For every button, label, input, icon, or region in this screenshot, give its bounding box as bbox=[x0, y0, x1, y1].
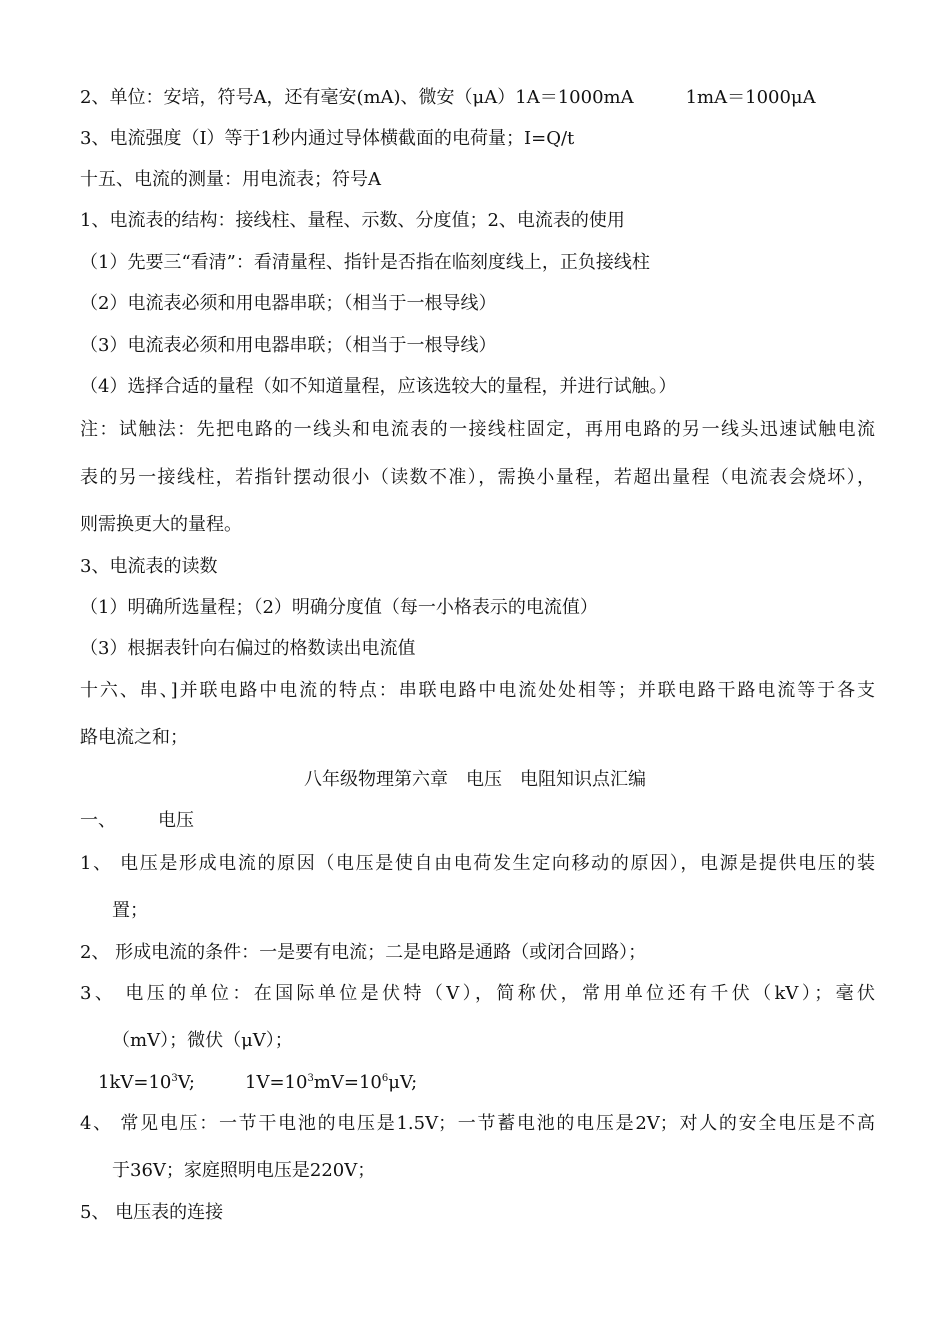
item-voltage-unit-cont: （mV）；微伏（μV）； bbox=[112, 1030, 293, 1051]
line-ammeter-step-3: （3）电流表必须和用电器串联；（相当于一根导线） bbox=[80, 335, 497, 356]
line-trial-touch-3: 则需换更大的量程。 bbox=[80, 514, 242, 535]
line-trial-touch-1: 注：试触法：先把电路的一线头和电流表的一接线柱固定，再用电路的另一线头迅速试触电流 bbox=[80, 419, 875, 440]
formula-v: $1V=10^3mV=10^6\mu V$; bbox=[245, 1072, 418, 1093]
heading-current-measurement: 十五、电流的测量：用电流表；符号A bbox=[80, 169, 381, 190]
text-current-unit: 2、单位：安培，符号A，还有毫安(mA)、微安（μA）1A＝1000mA bbox=[80, 87, 634, 108]
item-voltage-cause: 1、 电压是形成电流的原因（电压是使自由电荷发生定向移动的原因），电源是提供电压的装 bbox=[80, 853, 875, 874]
line-circuit-current-1: 十六、串、]并联电路中电流的特点：串联电路中电流处处相等；并联电路干路电流等于各支 bbox=[80, 680, 875, 701]
line-ammeter-step-2: （2）电流表必须和用电器串联；（相当于一根导线） bbox=[80, 293, 497, 314]
line-ammeter-step-1: （1）先要三“看清”：看清量程、指针是否指在临刻度线上，正负接线柱 bbox=[80, 252, 650, 273]
item-voltage-unit: 3、 电压的单位：在国际单位是伏特（V），简称伏，常用单位还有千伏（kV）；毫伏 bbox=[80, 983, 875, 1004]
line-reading-step-1: （1）明确所选量程；（2）明确分度值（每一小格表示的电流值） bbox=[80, 597, 598, 618]
item-voltmeter-connection: 5、 电压表的连接 bbox=[80, 1202, 224, 1223]
item-common-voltage-cont: 于36V；家庭照明电压是220V； bbox=[112, 1160, 376, 1181]
section-title: 电压 bbox=[158, 810, 194, 831]
line-current-unit bbox=[80, 86, 816, 110]
item-current-condition: 2、 形成电流的条件：一是要有电流；二是电路是通路（或闭合回路）； bbox=[80, 942, 647, 963]
line-circuit-current-2: 路电流之和； bbox=[80, 727, 188, 748]
section-number: 一、 bbox=[80, 810, 116, 831]
line-reading-step-3: （3）根据表针向右偏过的格数读出电流值 bbox=[80, 638, 416, 659]
item-common-voltage: 4、 常见电压：一节干电池的电压是1.5V；一节蓄电池的电压是2V；对人的安全电压是不高 bbox=[80, 1113, 875, 1134]
formula-line bbox=[98, 1071, 417, 1095]
chapter-title: 八年级物理第六章 电压 电阻知识点汇编 bbox=[304, 769, 646, 790]
heading-ammeter-reading: 3、电流表的读数 bbox=[80, 556, 218, 577]
line-ammeter-step-4: （4）选择合适的量程（如不知道量程，应该选较大的量程，并进行试触。） bbox=[80, 376, 677, 397]
line-ammeter-structure: 1、电流表的结构：接线柱、量程、示数、分度值；2、电流表的使用 bbox=[80, 210, 625, 231]
line-trial-touch-2: 表的另一接线柱，若指针摆动很小（读数不准），需换小量程，若超出量程（电流表会烧坏）， bbox=[80, 467, 875, 488]
text-ma-to-ua: 1mA＝1000μA bbox=[685, 87, 816, 108]
item-voltage-cause-cont: 置； bbox=[112, 900, 148, 921]
section-heading-voltage bbox=[80, 809, 194, 833]
formula-kv: $1kV=10^3V$; bbox=[98, 1072, 195, 1093]
line-current-intensity: 3、电流强度（I）等于1秒内通过导体横截面的电荷量；I=Q/t bbox=[80, 128, 575, 149]
